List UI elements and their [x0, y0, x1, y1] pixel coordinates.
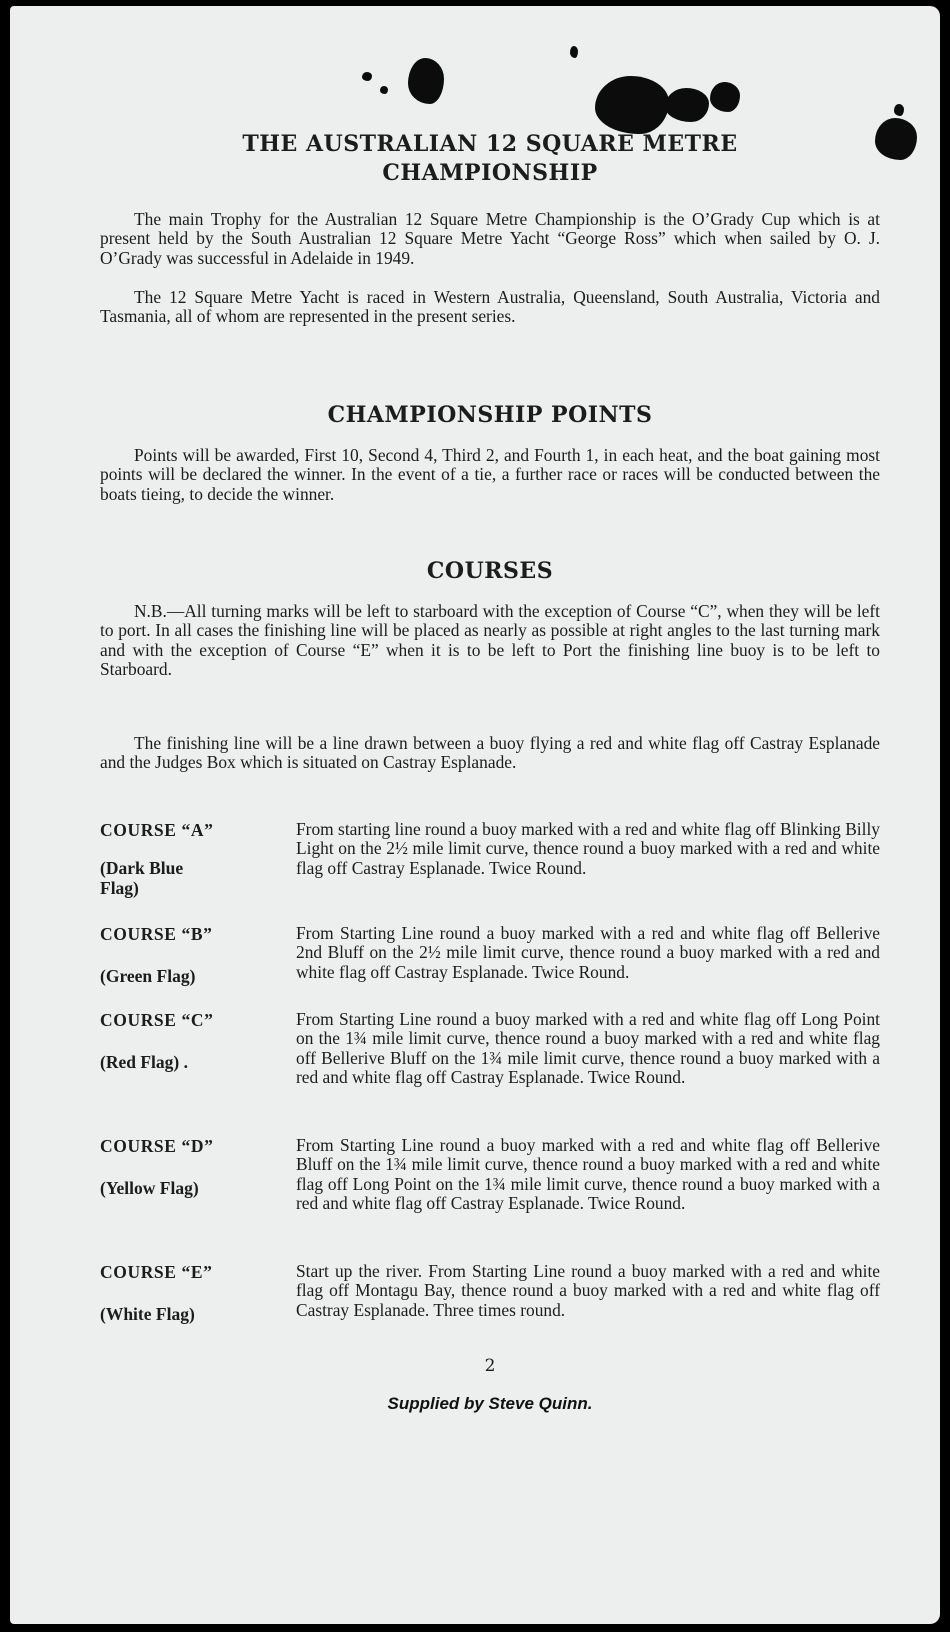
- ink-stain: [710, 82, 740, 112]
- course-description: From Starting Line round a buoy marked with a red and white flag off Long Point on the 1¾ mile limit curve, thence round a buoy marked with a red and white flag off Bellerive Bluff on the 1¾ mile limit curve, thence round a buoy marked with a red and white flag off Castray Esplanade. Twice Round.: [296, 1009, 880, 1088]
- ink-stain: [362, 72, 372, 81]
- section-heading-points: CHAMPIONSHIP POINTS: [327, 402, 653, 428]
- course-flag: (Dark Blue Flag): [100, 858, 184, 898]
- ink-stain: [570, 46, 578, 58]
- ink-stain: [894, 104, 904, 116]
- finishing-line-paragraph: The finishing line will be a line drawn between a buoy flying a red and white flag off Castray Esplanade and the Judges Box which is situated on Castray Esplanade.: [100, 733, 880, 773]
- course-name: COURSE “B”: [100, 924, 213, 944]
- ink-stain: [408, 58, 444, 104]
- course-name: COURSE “E”: [100, 1262, 213, 1282]
- ink-stain: [875, 118, 917, 160]
- course-flag: (Red Flag) .: [100, 1052, 188, 1072]
- course-name: COURSE “D”: [100, 1136, 214, 1156]
- course-description: From starting line round a buoy marked with a red and white flag off Blinking Billy Light on the 2½ mile limit curve, thence round a buoy marked with a red and white flag off Castray Esplanade. Twice Round.: [296, 819, 880, 878]
- page-title-line-2: CHAMPIONSHIP: [382, 160, 598, 186]
- intro-paragraph: The main Trophy for the Australian 12 Square Metre Championship is the O’Grady Cup which is at present held by the South Australian 12 Square Metre Yacht “George Ross” which when sailed by O. J. O’Grady was successful in Adelaide in 1949.: [100, 209, 880, 268]
- courses-note: N.B.—All turning marks will be left to starboard with the exception of Course “C”, when they will be left to port. In all cases the finishing line will be placed as nearly as possible at right angles to the last turning mark and with the exception of Course “E” when it is to be left to Port the finishing line buoy is to be left to Starboard.: [100, 601, 880, 679]
- page-number: 2: [484, 1356, 496, 1376]
- page-title: THE AUSTRALIAN 12 SQUARE METRE: [242, 131, 738, 157]
- credit-line: Supplied by Steve Quinn.: [387, 1394, 593, 1413]
- course-flag: (Yellow Flag): [100, 1178, 199, 1198]
- course-description: From Starting Line round a buoy marked with a red and white flag off Bellerive Bluff on the 1¾ mile limit curve, thence round a buoy marked with a red and white flag off Long Point on the 1¾ mile limit curve, thence round a buoy marked with a red and white flag off Castray Esplanade. Twice Round.: [296, 1135, 880, 1214]
- section-heading-courses: COURSES: [426, 558, 554, 584]
- intro-paragraph: The 12 Square Metre Yacht is raced in Western Australia, Queensland, South Australia, Victoria and Tasmania, all of whom are represented in the present series.: [100, 287, 880, 327]
- course-flag: (White Flag): [100, 1304, 195, 1324]
- ink-stain: [665, 88, 709, 122]
- document-page: [10, 6, 940, 1624]
- points-paragraph: Points will be awarded, First 10, Second 4, Third 2, and Fourth 1, in each heat, and the boat gaining most points will be declared the winner. In the event of a tie, a further race or races will be conducted between the boats tieing, to decide the winner.: [100, 445, 880, 504]
- course-flag: (Green Flag): [100, 966, 196, 986]
- course-name: COURSE “A”: [100, 820, 214, 840]
- ink-stain: [595, 76, 669, 134]
- course-description: From Starting Line round a buoy marked with a red and white flag off Bellerive 2nd Bluff on the 2½ mile limit curve, thence round a buoy marked with a red and white flag off Castray Esplanade. Twice Round.: [296, 923, 880, 982]
- ink-stain: [380, 86, 388, 94]
- course-description: Start up the river. From Starting Line round a buoy marked with a red and white flag off Montagu Bay, thence round a buoy marked with a red and white flag off Castray Esplanade. Three times round.: [296, 1261, 880, 1320]
- course-name: COURSE “C”: [100, 1010, 214, 1030]
